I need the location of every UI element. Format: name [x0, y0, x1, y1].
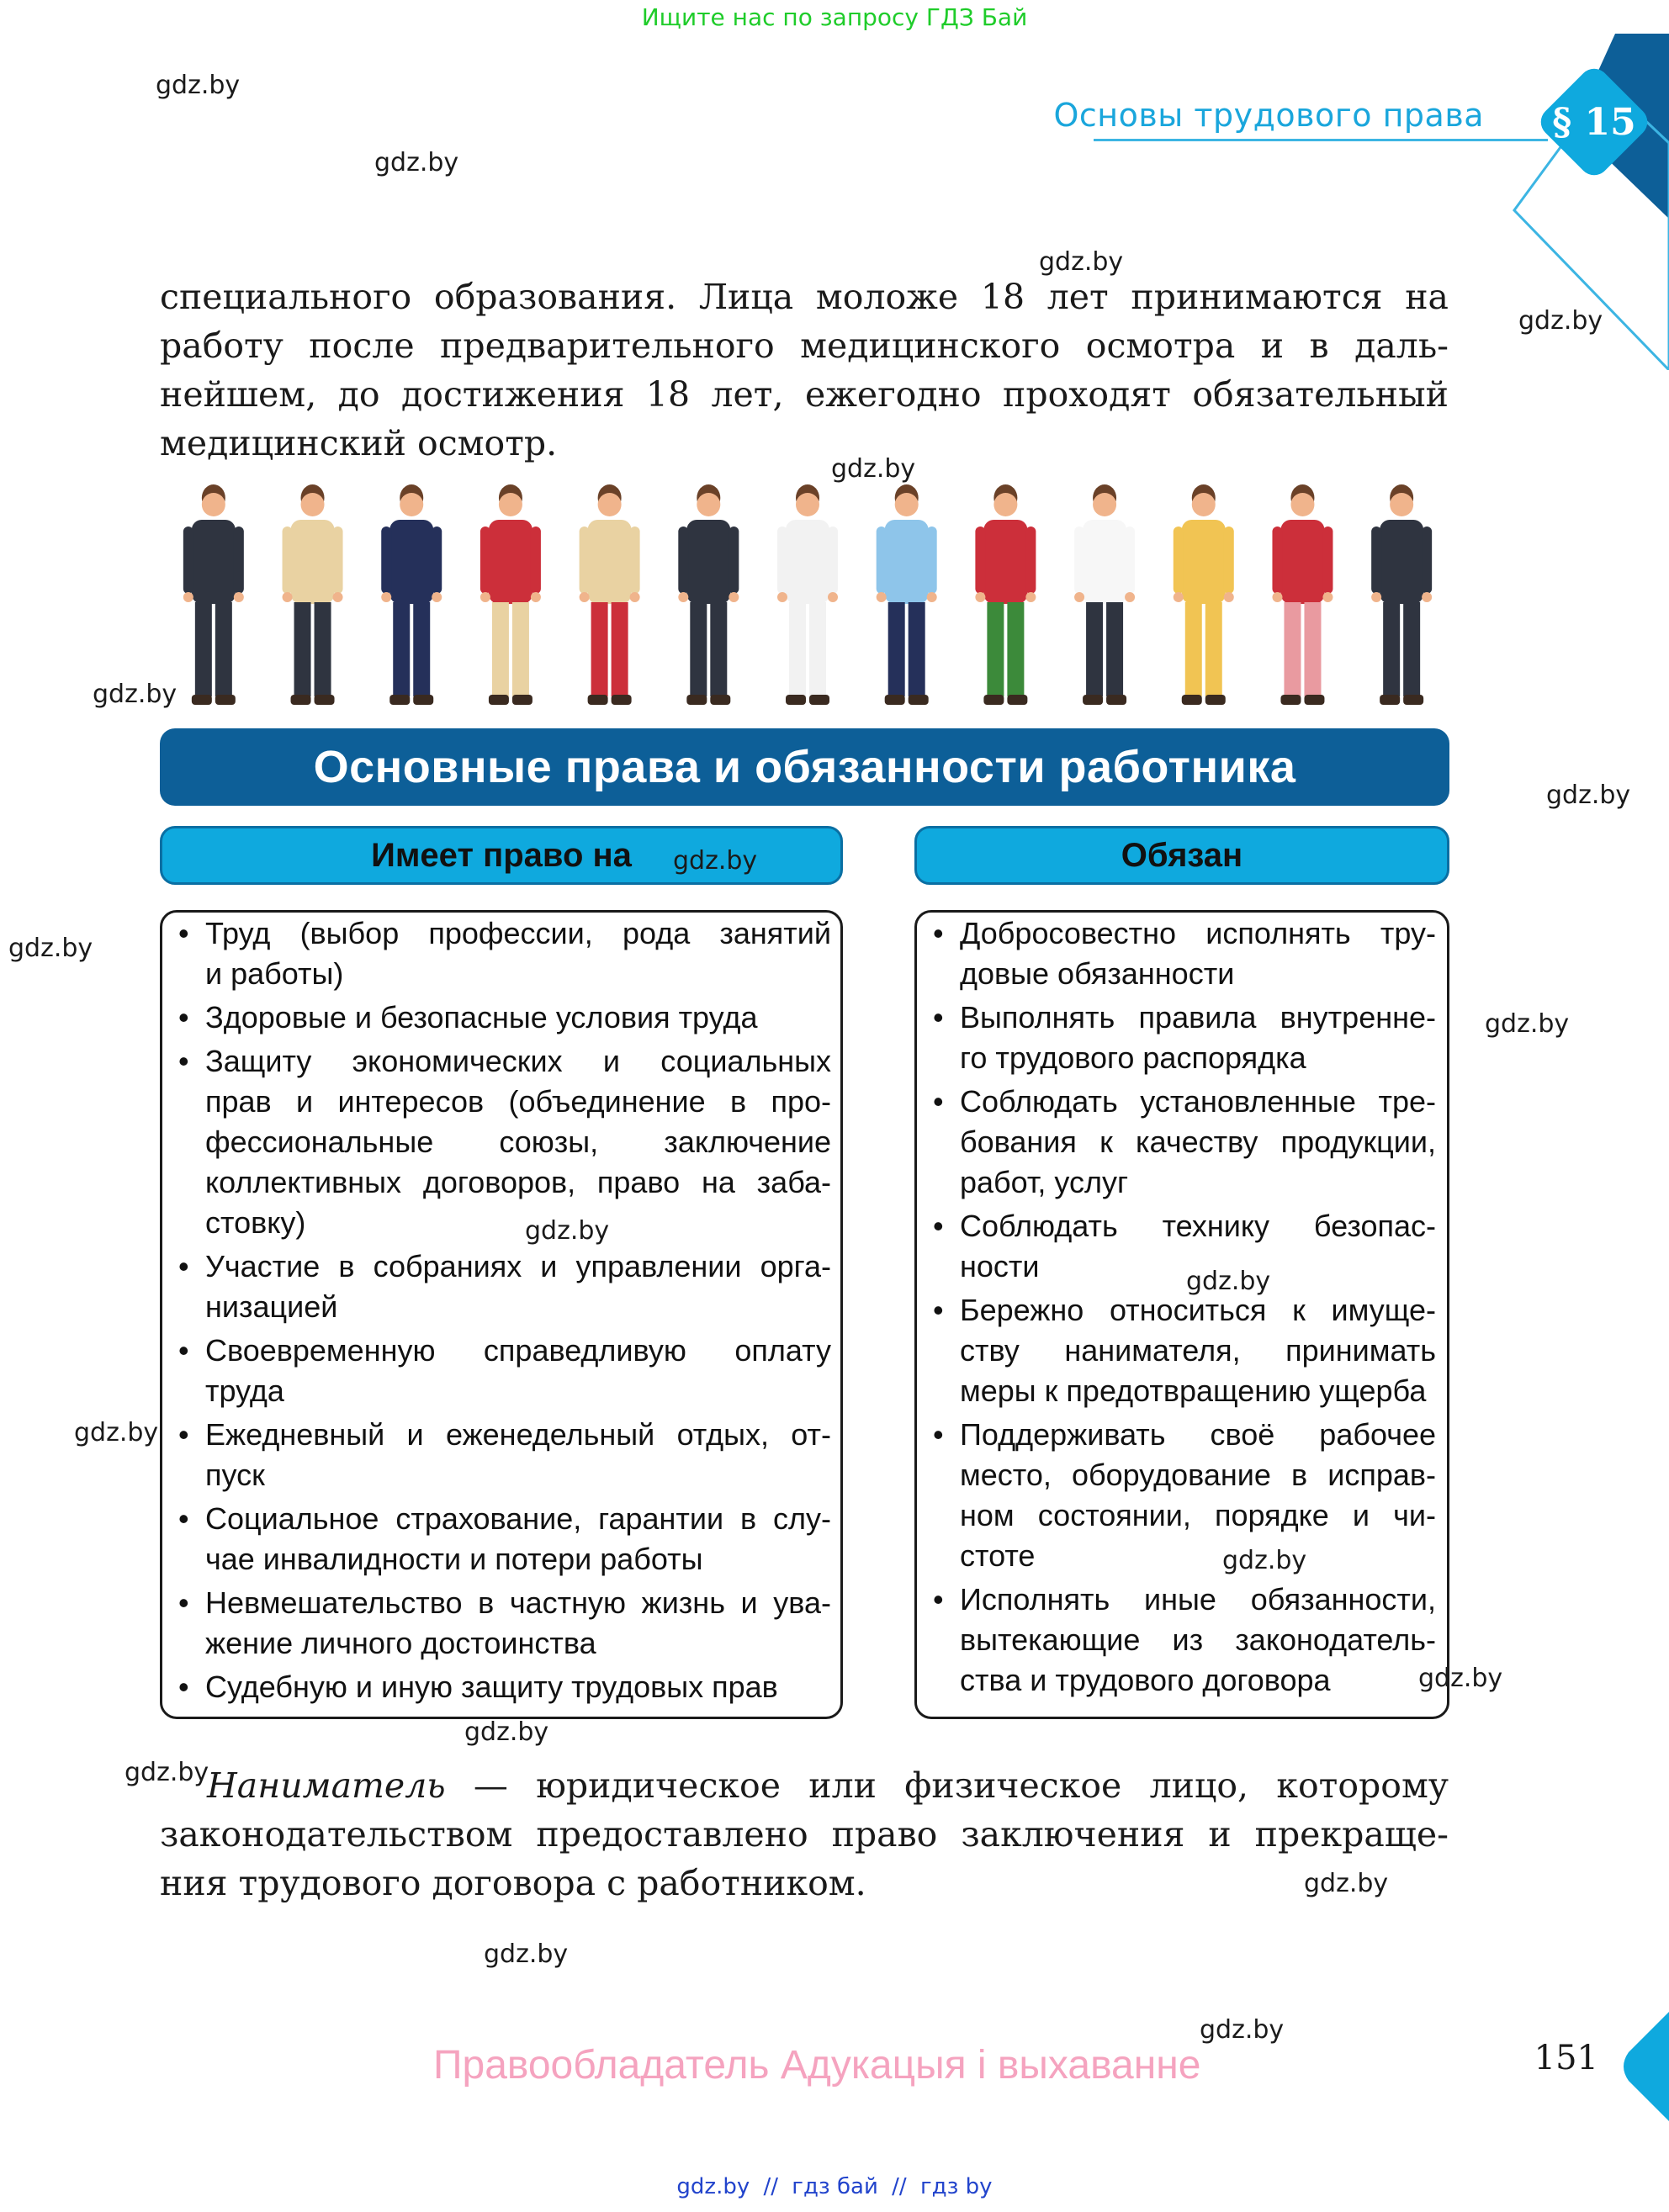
top-banner[interactable]: Ищите нас по запросу ГДЗ Бай — [641, 3, 1028, 31]
rights-item-line: коллективных договоров, право на заба- — [205, 1165, 831, 1199]
section-title: Основы трудового права — [1053, 97, 1484, 134]
rights-item-line: низацией — [205, 1289, 338, 1324]
duties-list — [919, 913, 1436, 1704]
rights-item — [165, 1583, 831, 1664]
worker-figure — [283, 484, 343, 705]
duties-item-line: Соблюдать установленные тре- — [960, 1084, 1436, 1119]
watermark: gdz.by — [1304, 1869, 1389, 1898]
watermark: gdz.by — [1186, 1267, 1271, 1296]
duties-item-line: работ, услуг — [960, 1165, 1129, 1199]
duties-item — [919, 1580, 1436, 1701]
bullet-icon: • — [178, 1670, 189, 1704]
duties-item-line: бования к качеству продукции, — [960, 1125, 1436, 1159]
duties-item-line: вытекающие из законодатель- — [960, 1622, 1436, 1657]
definition-dash: — — [445, 1765, 537, 1806]
duties-item-line: довые обязанности — [960, 956, 1235, 991]
rights-item — [165, 1041, 831, 1243]
rights-header-label: Имеет право на — [371, 836, 632, 874]
definition-text: юридическое или физическое лицо, которому — [536, 1765, 1449, 1806]
duties-item-line: Исполнять иные обязанности, — [960, 1582, 1436, 1617]
bottom-link-gdz-bai[interactable]: гдз бай — [792, 2174, 878, 2199]
header-rule — [1094, 139, 1548, 141]
definition-paragraph — [160, 1761, 1449, 1908]
definition-line: ния трудового договора с работником. — [160, 1863, 866, 1903]
bullet-icon: • — [178, 1000, 189, 1035]
duties-item-line: Поддерживать своё рабочее — [960, 1417, 1436, 1452]
watermark: gdz.by — [1222, 1546, 1307, 1575]
bullet-icon: • — [178, 1044, 189, 1078]
worker-figures — [183, 484, 1432, 705]
watermark: gdz.by — [673, 846, 758, 876]
worker-figure — [1272, 484, 1333, 705]
intro-line: нейшем, до достижения 18 лет, ежегодно проходят обязательный — [160, 374, 1449, 415]
bullet-icon: • — [933, 916, 944, 950]
duties-item-line: ном состоянии, порядке и чи- — [960, 1498, 1436, 1532]
watermark: gdz.by — [8, 934, 93, 963]
rights-item-line: пуск — [205, 1458, 265, 1492]
rights-item-line: Здоровые и безопасные условия труда — [205, 1000, 758, 1035]
rights-item — [165, 1246, 831, 1327]
worker-figure — [1074, 484, 1135, 705]
worker-figure — [1371, 484, 1432, 705]
duties-item-line: Соблюдать технику безопас- — [960, 1209, 1436, 1243]
watermark: gdz.by — [831, 454, 916, 484]
intro-paragraph — [160, 273, 1449, 468]
watermark: gdz.by — [1039, 247, 1124, 277]
duties-item-line: ности — [960, 1249, 1040, 1283]
rights-list — [165, 913, 831, 1711]
duties-item — [919, 1290, 1436, 1411]
rights-item-line: жение личного достоинства — [205, 1626, 596, 1660]
rights-item-line: Невмешательство в частную жизнь и ува- — [205, 1585, 831, 1620]
worker-figure — [1174, 484, 1234, 705]
rights-item-line: прав и интересов (объединение в про- — [205, 1084, 831, 1119]
rights-item-line: труда — [205, 1373, 284, 1408]
definition-line — [160, 1761, 1449, 1810]
rights-item-line: Участие в собраниях и управлении орга- — [205, 1249, 831, 1283]
worker-figure — [183, 484, 244, 705]
watermark: gdz.by — [1418, 1664, 1503, 1693]
bullet-icon: • — [178, 916, 189, 950]
bullet-icon: • — [933, 1582, 944, 1617]
workers-illustration — [164, 479, 1451, 711]
duties-item-line: меры к предотвращению ущерба — [960, 1373, 1427, 1408]
duties-item — [919, 913, 1436, 994]
intro-line: работу после предварительного медицинского осмотра и в даль- — [160, 325, 1449, 366]
worker-figure — [480, 484, 541, 705]
duties-item-line: Бережно относиться к имуще- — [960, 1293, 1436, 1327]
bullet-icon: • — [933, 1209, 944, 1243]
duties-item-line: ства и трудового договора — [960, 1663, 1331, 1697]
duties-item — [919, 1206, 1436, 1287]
watermark: gdz.by — [525, 1216, 610, 1246]
watermark: gdz.by — [484, 1939, 569, 1969]
worker-figure — [777, 484, 838, 705]
copyright-notice: Правообладатель Адукацыя і выхаванне — [433, 2043, 1201, 2088]
rights-item-line: Защиту экономических и социальных — [205, 1044, 831, 1078]
bullet-icon: • — [178, 1249, 189, 1283]
worker-figure — [975, 484, 1036, 705]
section-badge-label: § 15 — [1552, 101, 1636, 144]
duties-item — [919, 1415, 1436, 1576]
rights-item-line: фессиональные союзы, заключение — [205, 1125, 831, 1159]
watermark: gdz.by — [1485, 1009, 1570, 1039]
watermark: gdz.by — [464, 1717, 549, 1747]
bottom-links — [0, 2174, 1669, 2199]
definition-line: законодательством предоставлено право заключения и прекраще- — [160, 1814, 1449, 1855]
bullet-icon: • — [178, 1501, 189, 1536]
page-number: 151 — [1534, 2039, 1598, 2077]
rights-item-line: чае инвалидности и потери работы — [205, 1542, 703, 1576]
rights-item — [165, 1331, 831, 1411]
rights-item-line: Своевременную справедливую оплату — [205, 1333, 831, 1368]
duties-item-line: го трудового распорядка — [960, 1040, 1306, 1075]
rights-item-line: Социальное страхование, гарантии в слу- — [205, 1501, 831, 1536]
watermark: gdz.by — [1200, 2015, 1285, 2045]
rights-item-line: и работы) — [205, 956, 344, 991]
watermark: gdz.by — [74, 1418, 159, 1447]
bottom-link-gdz-by[interactable]: гдз by — [919, 2174, 993, 2199]
duties-item-line: ству нанимателя, принимать — [960, 1333, 1436, 1368]
bottom-separator: // — [763, 2174, 779, 2199]
bullet-icon: • — [933, 1000, 944, 1035]
rights-item — [165, 1667, 831, 1707]
rights-item-line: Труд (выбор профессии, рода занятий — [205, 916, 831, 950]
duties-item-line: стоте — [960, 1538, 1036, 1573]
bottom-separator: // — [892, 2174, 907, 2199]
rights-item — [165, 913, 831, 994]
bottom-link-gdz[interactable]: gdz.by — [676, 2174, 750, 2199]
worker-figure — [580, 484, 640, 705]
intro-line: медицинский осмотр. — [160, 423, 558, 463]
bullet-icon: • — [178, 1417, 189, 1452]
worker-figure — [678, 484, 739, 705]
page-tab — [1619, 2012, 1669, 2121]
watermark: gdz.by — [1518, 306, 1603, 336]
worker-figure — [381, 484, 442, 705]
watermark: gdz.by — [1546, 781, 1631, 810]
rights-item-line: Ежедневный и еженедельный отдых, от- — [205, 1417, 831, 1452]
worker-figure — [877, 484, 937, 705]
duties-item — [919, 998, 1436, 1078]
duties-header-label: Обязан — [1121, 836, 1243, 874]
duties-item-line: Выполнять правила внутренне- — [960, 1000, 1436, 1035]
bullet-icon: • — [933, 1293, 944, 1327]
bullet-icon: • — [178, 1585, 189, 1620]
rights-item — [165, 1415, 831, 1495]
rights-item-line: стовку) — [205, 1205, 306, 1240]
duties-item-line: место, оборудование в исправ- — [960, 1458, 1436, 1492]
rights-item — [165, 998, 831, 1038]
rights-item — [165, 1499, 831, 1580]
watermark: gdz.by — [374, 148, 459, 177]
intro-line: специального образования. Лица моложе 18 лет принимаются на — [160, 277, 1449, 317]
section-badge — [1527, 55, 1661, 189]
bullet-icon: • — [178, 1333, 189, 1368]
bullet-icon: • — [933, 1084, 944, 1119]
bullet-icon: • — [933, 1417, 944, 1452]
watermark: gdz.by — [93, 680, 177, 709]
definition-term: Наниматель — [207, 1765, 446, 1806]
watermark: gdz.by — [125, 1758, 209, 1787]
rights-item-line: Судебную и иную защиту трудовых прав — [205, 1670, 778, 1704]
diagram-title: Основные права и обязанности работника — [160, 728, 1449, 806]
duties-item-line: Добросовестно исполнять тру- — [960, 916, 1436, 950]
watermark: gdz.by — [156, 71, 241, 100]
duties-header — [914, 826, 1449, 885]
duties-item — [919, 1082, 1436, 1203]
